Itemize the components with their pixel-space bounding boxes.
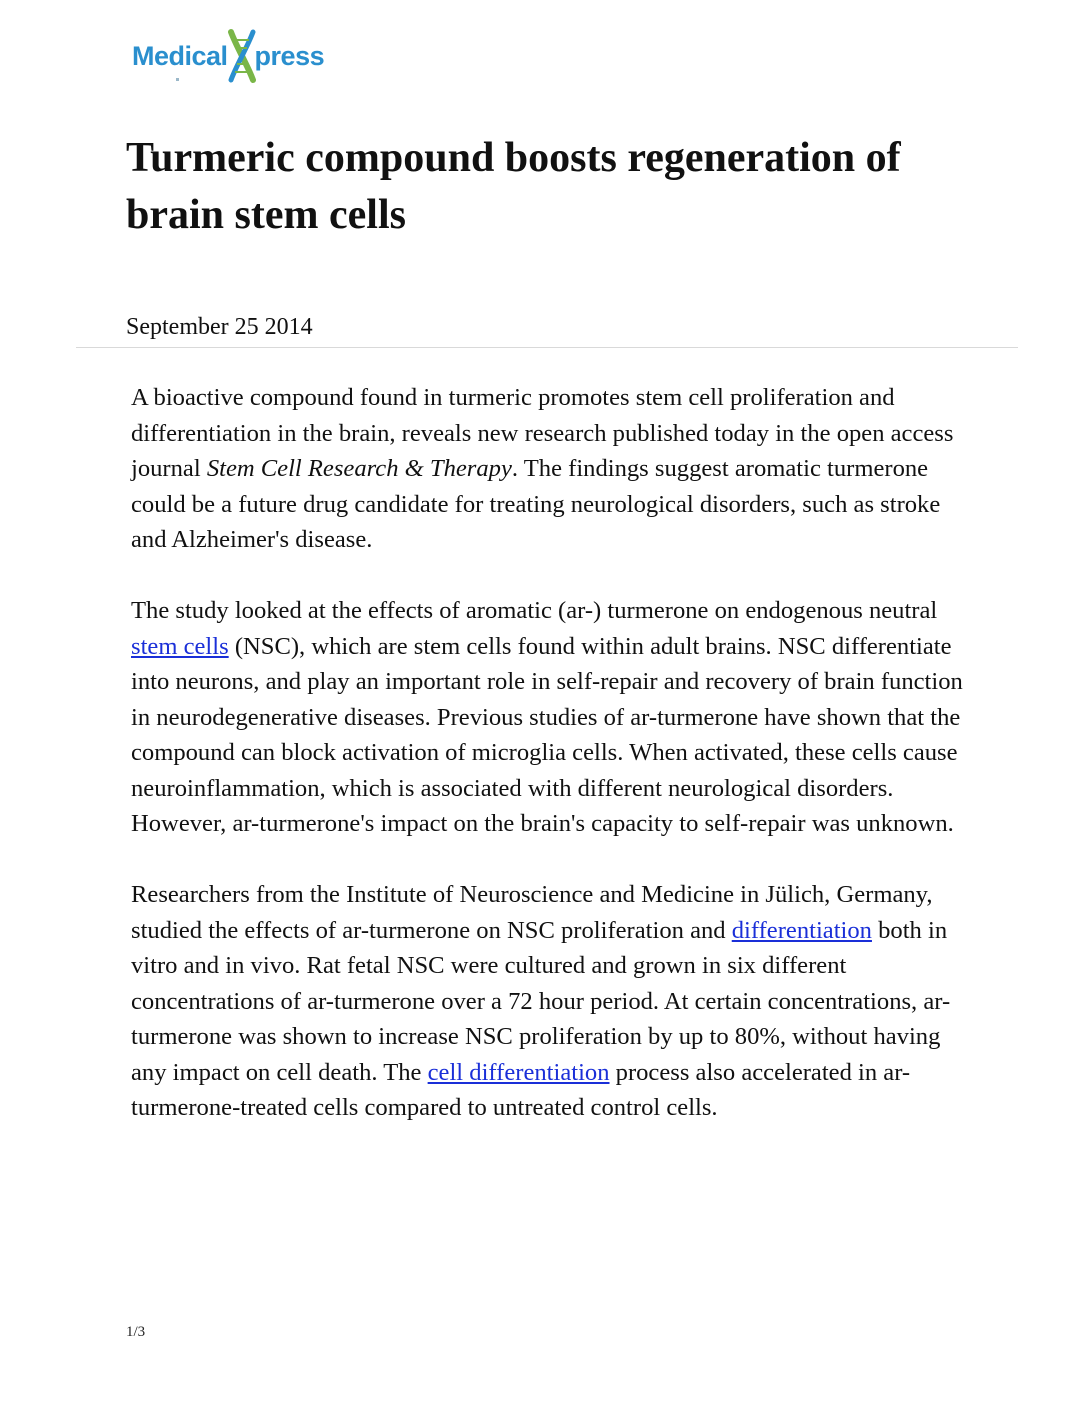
header-divider [76, 347, 1018, 348]
paragraph-2-text-a: The study looked at the effects of aromatic (ar-) turmerone on endogenous neutral [131, 597, 938, 624]
article-title: Turmeric compound boosts regeneration of brain stem cells [126, 135, 901, 238]
link-cell-differentiation[interactable]: cell differentiation [427, 1058, 610, 1086]
link-stem-cells[interactable]: stem cells [131, 632, 229, 660]
paragraph-3-text-c: process also accelerated in ar-turmerone-treated cells compared to untreated control cells. [131, 1058, 911, 1121]
paragraph-1-text-b: . The findings suggest aromatic turmerone could be a future drug candidate for treating neurological disorders, such as stroke and Alzheimer's disease. [131, 455, 941, 553]
link-differentiation[interactable]: differentiation [731, 916, 872, 944]
article-body [131, 380, 971, 1161]
journal-name: Stem Cell Research & Therapy [206, 455, 512, 482]
paragraph-2-text-b: (NSC), which are stem cells found within adult brains. NSC differentiate into neurons, and play an important role in self-repair and recovery of brain function in neurodegenerative diseases. Previous studies of ar-turmerone have shown that the compound can block activation of microglia cells. When activated, these cells cause neuroinflammation, which is associated with different neurological disorders. However, ar-turmerone's impact on the brain's capacity to self-repair was unknown. [131, 632, 963, 837]
paragraph-3-text-a: Researchers from the Institute of Neuroscience and Medicine in Jülich, Germany, studied the effects of ar-turmerone on NSC proliferation and [131, 881, 933, 944]
page-number: 1/3 [126, 1324, 146, 1340]
paragraph-1-text-a: A bioactive compound found in turmeric promotes stem cell proliferation and differentiation in the brain, reveals new research published today in the open access journal [131, 384, 954, 482]
article-date: September 25 2014 [126, 314, 313, 340]
paragraph-2 [131, 593, 971, 842]
site-logo[interactable] [132, 28, 324, 84]
logo-text-medical: Medical [132, 40, 228, 71]
paragraph-3-text-b: both in vitro and in vivo. Rat fetal NSC were cultured and grown in six different concentrations of ar-turmerone over a 72 hour period. At certain concentrations, ar-turmerone was shown to increase NSC proliferation by up to 80%, without having any impact on cell death. The [131, 916, 951, 1086]
logo-text-press: press [254, 40, 325, 71]
paragraph-1 [131, 380, 971, 558]
paragraph-3 [131, 877, 971, 1126]
dna-x-icon [227, 28, 257, 84]
logo-mark-dot [176, 78, 179, 81]
